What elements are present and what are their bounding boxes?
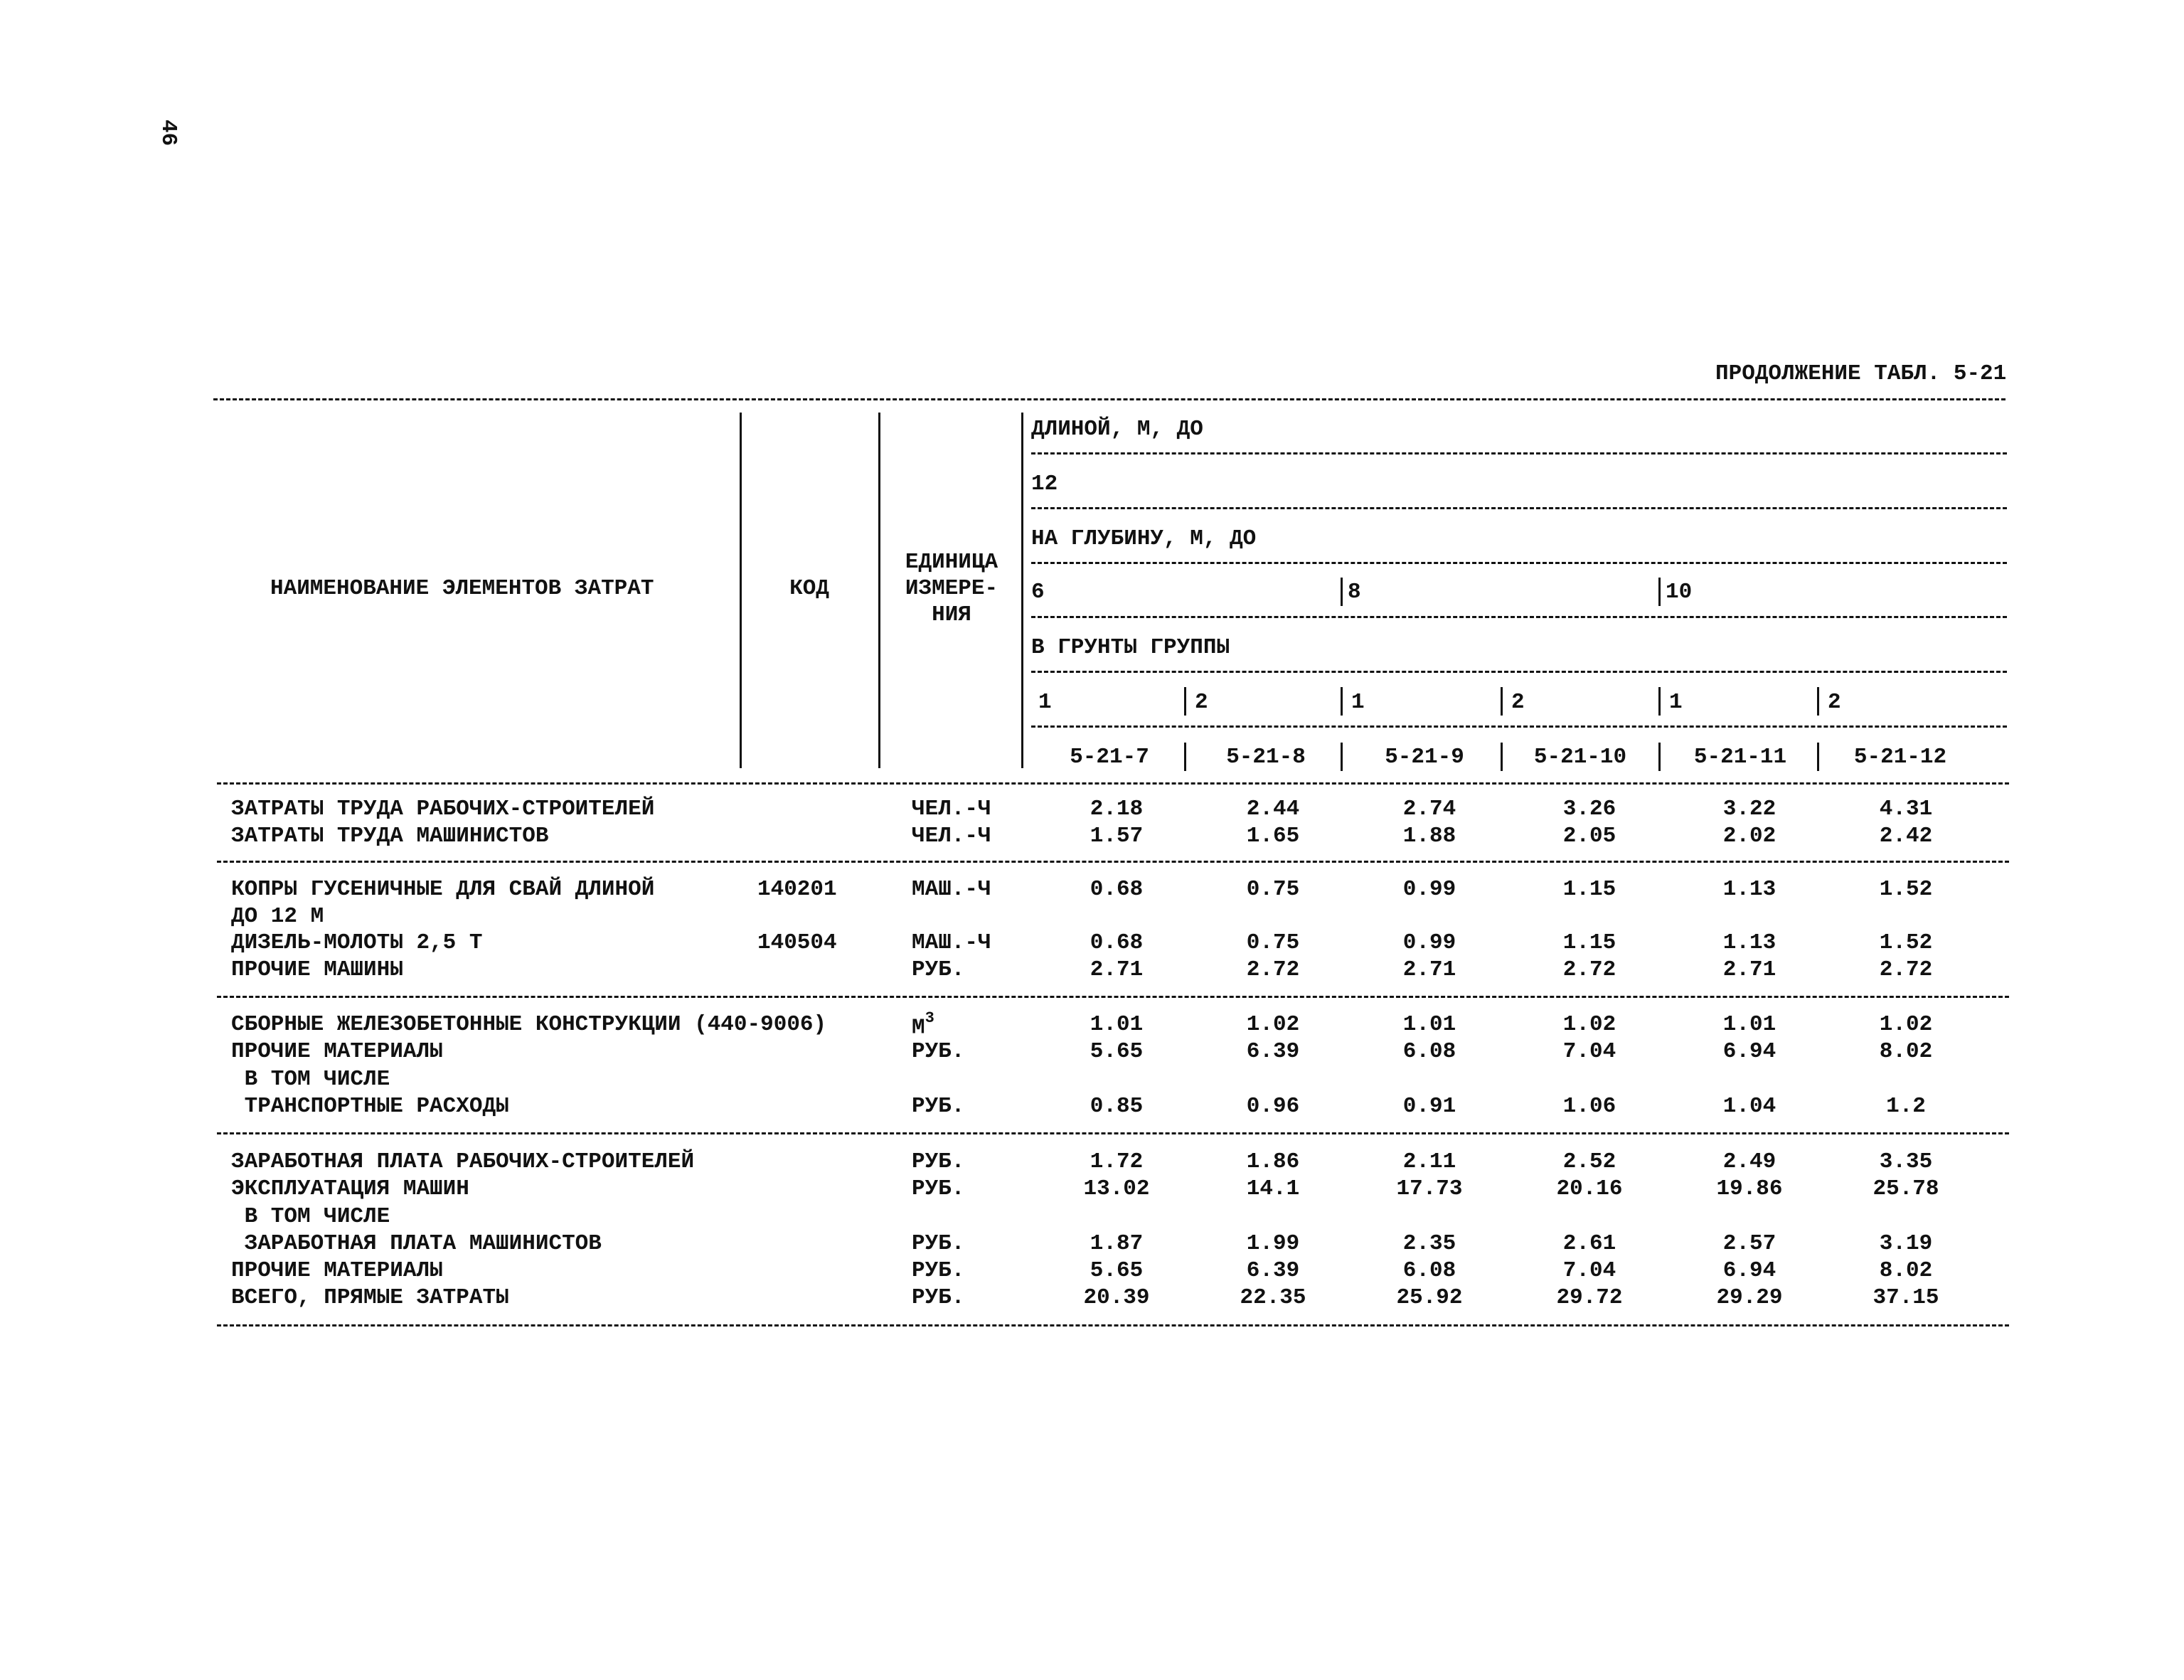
value-cell: 6.39 bbox=[1246, 1258, 1300, 1283]
value-cell: 2.72 bbox=[1562, 957, 1616, 982]
row-unit-text: РУБ. bbox=[912, 1039, 965, 1064]
value-cell: 2.72 bbox=[1246, 957, 1300, 982]
value-cell: 6.94 bbox=[1722, 1039, 1777, 1064]
value-cell: 1.88 bbox=[1402, 824, 1456, 849]
code-divider bbox=[1658, 743, 1661, 771]
header-divider bbox=[1021, 413, 1023, 768]
value-cell: 2.74 bbox=[1402, 797, 1456, 822]
value-cell: 1.15 bbox=[1562, 930, 1616, 955]
row-unit bbox=[912, 1178, 964, 1200]
value-cell: 6.39 bbox=[1246, 1039, 1300, 1064]
code-cell: 5-21-12 bbox=[1853, 745, 1947, 770]
row-name: ДО 12 М bbox=[231, 904, 324, 929]
row-unit bbox=[912, 932, 991, 954]
row-unit bbox=[912, 1287, 964, 1309]
value-cell: 1.2 bbox=[1886, 1094, 1926, 1119]
soil-group: 2 bbox=[1511, 690, 1525, 715]
code-divider bbox=[1501, 743, 1503, 771]
value-cell: 29.29 bbox=[1716, 1285, 1783, 1310]
value-cell: 0.91 bbox=[1402, 1094, 1456, 1119]
row-unit-text: РУБ. bbox=[912, 1149, 965, 1174]
section-rule bbox=[217, 996, 2009, 998]
value-cell: 2.35 bbox=[1402, 1231, 1456, 1256]
row-unit-text: М bbox=[912, 1015, 925, 1041]
unit-column-header: ИЗМЕРЕ- bbox=[905, 576, 998, 601]
value-cell: 3.22 bbox=[1722, 797, 1777, 822]
code-cell: 5-21-10 bbox=[1533, 745, 1627, 770]
row-name: ДИЗЕЛЬ-МОЛОТЫ 2,5 Т bbox=[231, 930, 483, 955]
code-divider bbox=[1817, 743, 1819, 771]
value-cell: 2.11 bbox=[1402, 1149, 1456, 1174]
value-cell: 1.01 bbox=[1722, 1012, 1777, 1037]
value-cell: 17.73 bbox=[1396, 1176, 1463, 1201]
value-cell: 1.52 bbox=[1879, 930, 1933, 955]
value-cell: 20.16 bbox=[1556, 1176, 1623, 1201]
value-cell: 1.02 bbox=[1246, 1012, 1300, 1037]
header-rule bbox=[1031, 671, 2007, 673]
depth-divider bbox=[1341, 578, 1343, 606]
value-cell: 1.13 bbox=[1722, 877, 1777, 902]
row-name: ЗАРАБОТНАЯ ПЛАТА РАБОЧИХ-СТРОИТЕЛЕЙ bbox=[231, 1149, 695, 1174]
value-cell: 0.68 bbox=[1090, 930, 1144, 955]
unit-column-header: НИЯ bbox=[932, 602, 971, 627]
row-name: В ТОМ ЧИСЛЕ bbox=[231, 1204, 390, 1229]
header-rule bbox=[1031, 507, 2007, 509]
value-cell: 0.99 bbox=[1402, 930, 1456, 955]
value-cell: 1.15 bbox=[1562, 877, 1616, 902]
header-rule bbox=[1031, 562, 2007, 564]
soil-divider bbox=[1341, 687, 1343, 716]
row-name: В ТОМ ЧИСЛЕ bbox=[231, 1067, 390, 1092]
soil-label: В ГРУНТЫ ГРУППЫ bbox=[1031, 635, 1230, 660]
bottom-rule bbox=[217, 1324, 2009, 1327]
value-cell: 2.42 bbox=[1879, 824, 1933, 849]
value-cell: 0.68 bbox=[1090, 877, 1144, 902]
value-cell: 25.78 bbox=[1873, 1176, 1939, 1201]
value-cell: 6.94 bbox=[1722, 1258, 1777, 1283]
row-name: СБОРНЫЕ ЖЕЛЕЗОБЕТОННЫЕ КОНСТРУКЦИИ (440-9006) bbox=[231, 1012, 827, 1037]
value-cell: 1.04 bbox=[1722, 1094, 1777, 1119]
table-caption: ПРОДОЛЖЕНИЕ ТАБЛ. 5-21 bbox=[1715, 361, 2007, 386]
value-cell: 1.72 bbox=[1090, 1149, 1144, 1174]
soil-group: 1 bbox=[1038, 690, 1052, 715]
row-unit bbox=[912, 798, 991, 820]
value-cell: 20.39 bbox=[1083, 1285, 1150, 1310]
value-cell: 1.06 bbox=[1562, 1094, 1616, 1119]
value-cell: 8.02 bbox=[1879, 1258, 1933, 1283]
soil-group: 2 bbox=[1828, 690, 1841, 715]
value-cell: 2.52 bbox=[1562, 1149, 1616, 1174]
value-cell: 2.72 bbox=[1879, 957, 1933, 982]
row-code: 140504 bbox=[757, 930, 837, 955]
value-cell: 2.71 bbox=[1090, 957, 1144, 982]
soil-group: 1 bbox=[1351, 690, 1365, 715]
value-cell: 14.1 bbox=[1246, 1176, 1300, 1201]
unit-column-header: ЕДИНИЦА bbox=[905, 550, 998, 575]
value-cell: 1.99 bbox=[1246, 1231, 1300, 1256]
row-name: ЗАРАБОТНАЯ ПЛАТА МАШИНИСТОВ bbox=[231, 1231, 602, 1256]
row-name: ПРОЧИЕ МАТЕРИАЛЫ bbox=[231, 1258, 443, 1283]
value-cell: 37.15 bbox=[1873, 1285, 1939, 1310]
code-column-header: КОД bbox=[789, 576, 829, 601]
code-cell: 5-21-8 bbox=[1226, 745, 1306, 770]
row-unit-text: РУБ. bbox=[912, 1231, 965, 1256]
code-divider bbox=[1184, 743, 1186, 771]
section-rule bbox=[217, 1132, 2009, 1134]
value-cell: 0.85 bbox=[1090, 1094, 1144, 1119]
value-cell: 25.92 bbox=[1396, 1285, 1463, 1310]
row-name: ЭКСПЛУАТАЦИЯ МАШИН bbox=[231, 1176, 469, 1201]
value-cell: 1.87 bbox=[1090, 1231, 1144, 1256]
value-cell: 2.71 bbox=[1722, 957, 1777, 982]
row-unit-text: МАШ.-Ч bbox=[912, 877, 991, 902]
code-cell: 5-21-7 bbox=[1070, 745, 1149, 770]
name-column-header: НАИМЕНОВАНИЕ ЭЛЕМЕНТОВ ЗАТРАТ bbox=[270, 576, 654, 601]
value-cell: 0.96 bbox=[1246, 1094, 1300, 1119]
row-unit bbox=[912, 825, 991, 847]
row-unit bbox=[912, 1009, 934, 1041]
value-cell: 1.01 bbox=[1402, 1012, 1456, 1037]
page-number: 46 bbox=[156, 119, 181, 147]
value-cell: 2.71 bbox=[1402, 957, 1456, 982]
row-unit bbox=[912, 959, 964, 981]
row-name: ЗАТРАТЫ ТРУДА РАБОЧИХ-СТРОИТЕЛЕЙ bbox=[231, 797, 655, 822]
depth-value: 8 bbox=[1348, 580, 1361, 605]
value-cell: 4.31 bbox=[1879, 797, 1933, 822]
row-unit bbox=[912, 1151, 964, 1173]
section-rule bbox=[217, 782, 2009, 785]
row-name: ТРАНСПОРТНЫЕ РАСХОДЫ bbox=[231, 1094, 509, 1119]
section-rule bbox=[217, 861, 2009, 863]
row-unit-text: ЧЕЛ.-Ч bbox=[912, 797, 991, 822]
value-cell: 1.57 bbox=[1090, 824, 1144, 849]
header-rule bbox=[1031, 452, 2007, 454]
header-divider bbox=[740, 413, 742, 768]
depth-value: 10 bbox=[1666, 580, 1693, 605]
value-cell: 0.99 bbox=[1402, 877, 1456, 902]
value-cell: 1.65 bbox=[1246, 824, 1300, 849]
value-cell: 3.26 bbox=[1562, 797, 1616, 822]
row-unit-text: РУБ. bbox=[912, 1285, 965, 1310]
row-unit bbox=[912, 1260, 964, 1282]
header-rule bbox=[1031, 725, 2007, 728]
value-cell: 0.75 bbox=[1246, 877, 1300, 902]
value-cell: 6.08 bbox=[1402, 1039, 1456, 1064]
code-cell: 5-21-9 bbox=[1385, 745, 1464, 770]
value-cell: 7.04 bbox=[1562, 1258, 1616, 1283]
value-cell: 1.52 bbox=[1879, 877, 1933, 902]
depth-divider bbox=[1658, 578, 1661, 606]
code-cell: 5-21-11 bbox=[1693, 745, 1787, 770]
value-cell: 1.01 bbox=[1090, 1012, 1144, 1037]
row-unit-text: РУБ. bbox=[912, 1176, 965, 1201]
value-cell: 22.35 bbox=[1240, 1285, 1306, 1310]
value-cell: 5.65 bbox=[1090, 1258, 1144, 1283]
value-cell: 2.18 bbox=[1090, 797, 1144, 822]
length-label: ДЛИНОЙ, М, ДО bbox=[1031, 417, 1203, 442]
value-cell: 7.04 bbox=[1562, 1039, 1616, 1064]
row-name: ВСЕГО, ПРЯМЫЕ ЗАТРАТЫ bbox=[231, 1285, 509, 1310]
value-cell: 3.19 bbox=[1879, 1231, 1933, 1256]
row-unit-text: РУБ. bbox=[912, 1258, 965, 1283]
row-name: ЗАТРАТЫ ТРУДА МАШИНИСТОВ bbox=[231, 824, 549, 849]
soil-group: 1 bbox=[1669, 690, 1683, 715]
row-unit bbox=[912, 1095, 964, 1117]
value-cell: 2.02 bbox=[1722, 824, 1777, 849]
soil-divider bbox=[1501, 687, 1503, 716]
soil-divider bbox=[1817, 687, 1819, 716]
row-unit bbox=[912, 1041, 964, 1063]
row-name: ПРОЧИЕ МАТЕРИАЛЫ bbox=[231, 1039, 443, 1064]
value-cell: 2.05 bbox=[1562, 824, 1616, 849]
row-unit bbox=[912, 1233, 964, 1255]
value-cell: 29.72 bbox=[1556, 1285, 1623, 1310]
depth-value: 6 bbox=[1031, 580, 1045, 605]
depth-label: НА ГЛУБИНУ, М, ДО bbox=[1031, 526, 1257, 551]
soil-divider bbox=[1658, 687, 1661, 716]
row-unit-superscript: 3 bbox=[925, 1009, 934, 1027]
value-cell: 2.61 bbox=[1562, 1231, 1616, 1256]
row-unit-text: РУБ. bbox=[912, 957, 965, 982]
header-divider bbox=[878, 413, 880, 768]
value-cell: 8.02 bbox=[1879, 1039, 1933, 1064]
value-cell: 2.49 bbox=[1722, 1149, 1777, 1174]
header-rule bbox=[1031, 616, 2007, 618]
value-cell: 1.02 bbox=[1562, 1012, 1616, 1037]
top-rule bbox=[213, 398, 2005, 400]
soil-group: 2 bbox=[1195, 690, 1208, 715]
value-cell: 1.13 bbox=[1722, 930, 1777, 955]
row-unit-text: МАШ.-Ч bbox=[912, 930, 991, 955]
row-name: ПРОЧИЕ МАШИНЫ bbox=[231, 957, 403, 982]
row-unit-text: РУБ. bbox=[912, 1094, 965, 1119]
row-unit-text: ЧЕЛ.-Ч bbox=[912, 824, 991, 849]
value-cell: 0.75 bbox=[1246, 930, 1300, 955]
code-divider bbox=[1341, 743, 1343, 771]
row-code: 140201 bbox=[757, 877, 837, 902]
value-cell: 1.02 bbox=[1879, 1012, 1933, 1037]
value-cell: 5.65 bbox=[1090, 1039, 1144, 1064]
value-cell: 13.02 bbox=[1083, 1176, 1150, 1201]
value-cell: 1.86 bbox=[1246, 1149, 1300, 1174]
value-cell: 19.86 bbox=[1716, 1176, 1783, 1201]
value-cell: 2.57 bbox=[1722, 1231, 1777, 1256]
row-name: КОПРЫ ГУСЕНИЧНЫЕ ДЛЯ СВАЙ ДЛИНОЙ bbox=[231, 877, 655, 902]
value-cell: 6.08 bbox=[1402, 1258, 1456, 1283]
row-unit bbox=[912, 878, 991, 900]
length-value: 12 bbox=[1031, 472, 1058, 496]
value-cell: 3.35 bbox=[1879, 1149, 1933, 1174]
soil-divider bbox=[1184, 687, 1186, 716]
value-cell: 2.44 bbox=[1246, 797, 1300, 822]
